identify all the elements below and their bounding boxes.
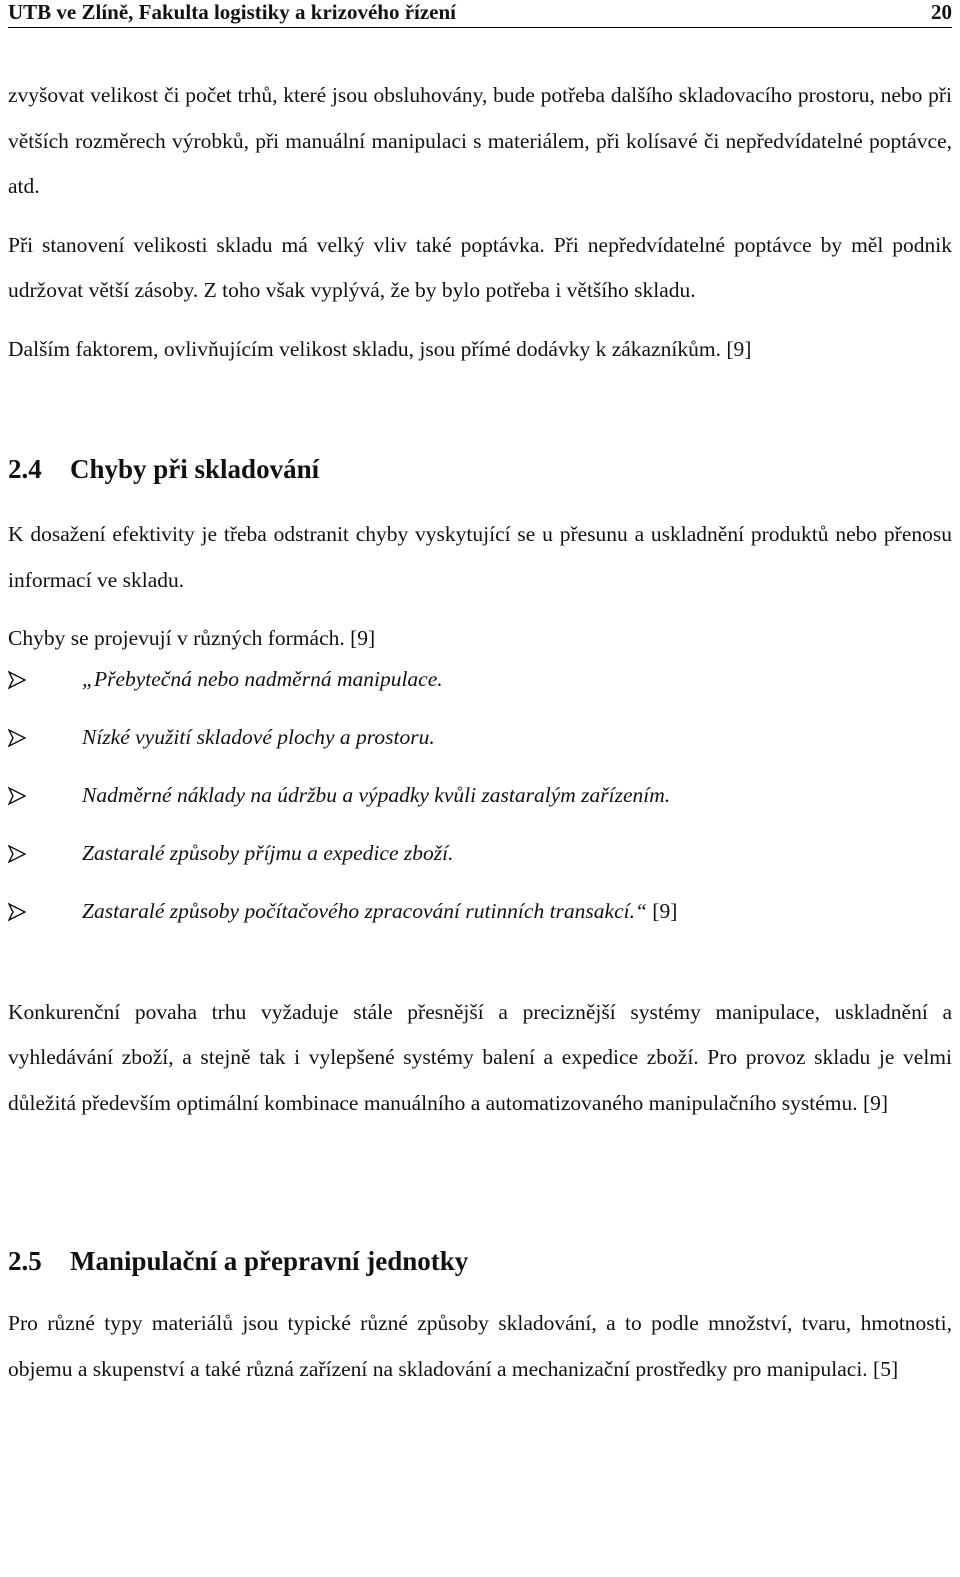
header-title: UTB ve Zlíně, Fakulta logistiky a krizového řízení bbox=[8, 0, 457, 24]
arrowhead-bullet-icon bbox=[8, 671, 26, 689]
paragraph: Pro různé typy materiálů jsou typické různé způsoby skladování, a to podle množství, tvaru, hmotnosti, objemu a skupenství a také různá zařízení na skladování a mechanizační prostředky pro manipulaci. [5] bbox=[8, 1311, 952, 1381]
section-number: 2.5 bbox=[8, 1246, 42, 1276]
list-item-text: Nadměrné náklady na údržbu a výpadky kvůli zastaralým zařízením. bbox=[82, 782, 671, 807]
paragraph: Chyby se projevují v různých formách. [9] bbox=[8, 626, 376, 650]
paragraph: Konkurenční povaha trhu vyžaduje stále přesnější a preciznější systémy manipulace, uskladnění a vyhledávání zboží, a stejně tak i vylepšené systémy balení a expedice zboží. Pro provoz skladu je velmi důležitá především optimální kombinace manuálního a automatizovaného manipulačního systému. [9] bbox=[8, 999, 952, 1115]
section-heading-2-5 bbox=[8, 1244, 952, 1278]
error-list bbox=[8, 662, 952, 928]
list-item bbox=[8, 662, 952, 696]
page-content bbox=[8, 73, 952, 1392]
paragraph: zvyšovat velikost či počet trhů, které jsou obsluhovány, bude potřeba dalšího skladovacího prostoru, nebo při větších rozměrech výrobků, při manuální manipulaci s materiálem, při kolísavé či nepředvídatelné poptávce, atd. bbox=[8, 83, 952, 198]
arrowhead-bullet-icon bbox=[8, 903, 26, 921]
paragraph: K dosažení efektivity je třeba odstranit chyby vyskytující se u přesunu a uskladnění produktů nebo přenosu informací ve skladu. bbox=[8, 522, 952, 592]
arrowhead-bullet-icon bbox=[8, 729, 26, 747]
arrowhead-bullet-icon bbox=[8, 845, 26, 863]
section-title: Manipulační a přepravní jednotky bbox=[70, 1246, 469, 1276]
list-item bbox=[8, 894, 952, 928]
page-header bbox=[8, 0, 952, 28]
section-title: Chyby při skladování bbox=[70, 454, 320, 484]
list-item-text: Zastaralé způsoby příjmu a expedice zboží. bbox=[82, 840, 454, 865]
list-item-text: Nízké využití skladové plochy a prostoru. bbox=[82, 724, 435, 749]
page-number: 20 bbox=[931, 0, 952, 24]
citation: [9] bbox=[646, 898, 678, 923]
arrowhead-bullet-icon bbox=[8, 787, 26, 805]
list-item-text: Zastaralé způsoby počítačového zpracování rutinních transakcí.“ bbox=[82, 898, 647, 923]
list-item-text: „Přebytečná nebo nadměrná manipulace. bbox=[82, 666, 443, 691]
paragraph: Dalším faktorem, ovlivňujícím velikost skladu, jsou přímé dodávky k zákazníkům. [9] bbox=[8, 336, 752, 361]
list-item bbox=[8, 778, 952, 812]
paragraph: Při stanovení velikosti skladu má velký vliv také poptávka. Při nepředvídatelné poptávce by měl podnik udržovat větší zásoby. Z toho však vyplývá, že by bylo potřeba i většího skladu. bbox=[8, 232, 952, 302]
list-item bbox=[8, 720, 952, 754]
section-heading-2-4 bbox=[8, 452, 952, 486]
section-number: 2.4 bbox=[8, 454, 42, 484]
list-item bbox=[8, 836, 952, 870]
